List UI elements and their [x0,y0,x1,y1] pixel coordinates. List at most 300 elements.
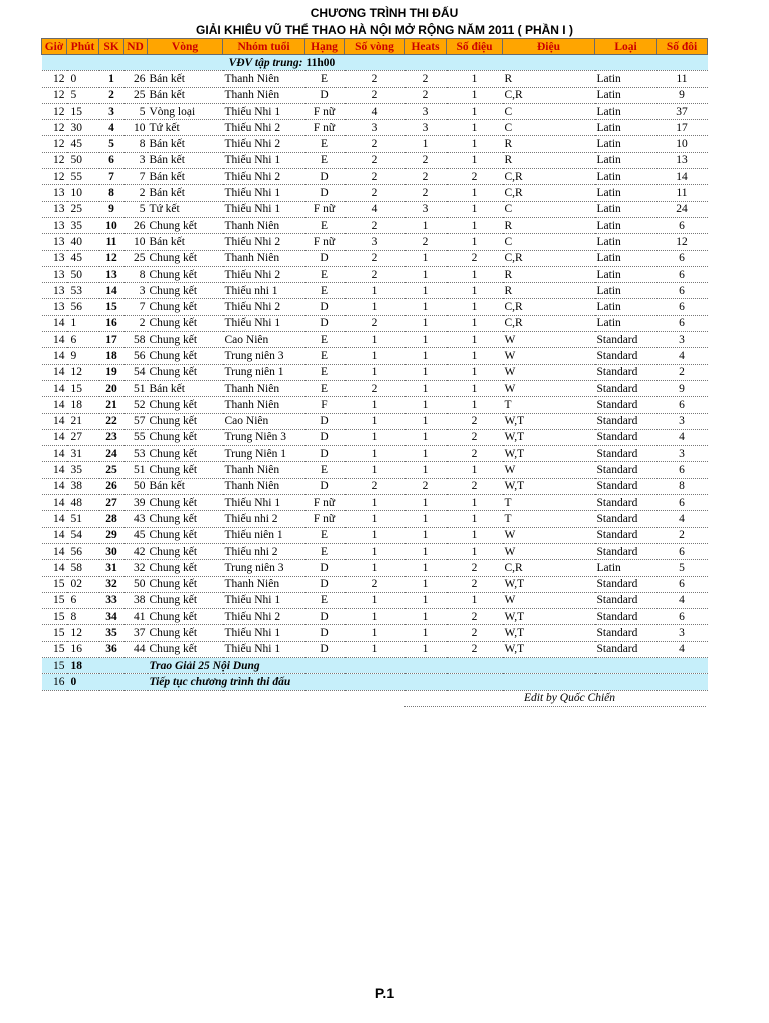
cell-gio: 13 [42,234,67,250]
cell-vong: Bán kết [148,169,223,185]
cell-gio: 12 [42,169,67,185]
cell-so-vong: 1 [345,348,405,364]
table-row [42,201,708,217]
cell-nhom-tuoi: Thiếu Nhi 1 [223,592,305,608]
cell-nhom-tuoi: Thiếu Nhi 1 [223,495,305,511]
cell-sk: 34 [99,609,124,625]
table-row [42,609,708,625]
cell-heats: 1 [405,397,447,413]
cell-heats: 1 [405,609,447,625]
cell-gio: 13 [42,266,67,282]
cell-phut: 51 [67,511,99,527]
cell-heats: 1 [405,380,447,396]
cell-sk: 5 [99,136,124,152]
table-row [42,332,708,348]
cell-gio: 13 [42,185,67,201]
cell-gio: 13 [42,250,67,266]
cell-so-vong: 4 [345,103,405,119]
cell-hang: F nữ [305,511,345,527]
cell-loai: Standard [595,348,657,364]
cell-dieu: W,T [503,446,595,462]
header-heats: Heats [405,39,447,55]
cell-so-vong: 1 [345,446,405,462]
cell-gio: 14 [42,478,67,494]
cell-sk: 15 [99,299,124,315]
cell-nhom-tuoi: Trung niên 3 [223,560,305,576]
schedule-table [41,38,708,691]
cell-sk: 16 [99,315,124,331]
cell-so-dieu: 2 [447,478,503,494]
cell-so-dieu: 1 [447,87,503,103]
cell-so-vong: 2 [345,169,405,185]
cell-so-doi: 6 [657,299,708,315]
cell-heats: 1 [405,462,447,478]
cell-gio: 14 [42,315,67,331]
cell-nhom-tuoi: Thiếu Nhi 2 [223,120,305,136]
cell-hang: F nữ [305,103,345,119]
cell-hang: D [305,609,345,625]
table-row [42,560,708,576]
cell-so-vong: 1 [345,560,405,576]
cell-heats: 2 [405,478,447,494]
table-row [42,413,708,429]
cell-so-doi: 6 [657,217,708,233]
cell-so-dieu: 2 [447,446,503,462]
cell-so-doi: 10 [657,136,708,152]
cell-hang: F nữ [305,234,345,250]
cell-nd: 3 [124,283,148,299]
cell-nhom-tuoi: Thiếu nhi 2 [223,511,305,527]
cell-loai: Latin [595,136,657,152]
table-row [42,169,708,185]
cell-hang: D [305,250,345,266]
cell-phut: 56 [67,543,99,559]
cell-phut: 38 [67,478,99,494]
cell-so-doi: 11 [657,71,708,87]
cell-dieu: W [503,543,595,559]
edit-credit: Edit by Quốc Chiến [404,692,706,707]
table-row [42,348,708,364]
cell-nhom-tuoi: Thanh Niên [223,217,305,233]
cell-so-dieu: 1 [447,136,503,152]
table-row [42,136,708,152]
table-row [42,120,708,136]
cell-hang: D [305,641,345,657]
cell-so-dieu: 1 [447,397,503,413]
cell-heats: 1 [405,527,447,543]
cell-gio: 12 [42,152,67,168]
cell-so-doi: 6 [657,250,708,266]
table-header-row [42,39,708,55]
cell-loai: Latin [595,283,657,299]
cell-dieu: C,R [503,185,595,201]
cell-vong: Chung kết [148,315,223,331]
cell-sk: 8 [99,185,124,201]
cell-vong: Chung kết [148,543,223,559]
cell-nhom-tuoi: Thiếu nhi 1 [223,283,305,299]
footer-row [42,657,708,673]
cell-heats: 2 [405,234,447,250]
cell-phut: 0 [67,71,99,87]
cell-phut: 6 [67,332,99,348]
cell-heats: 1 [405,511,447,527]
cell-hang: E [305,527,345,543]
cell-phut: 10 [67,185,99,201]
cell-sk: 18 [99,348,124,364]
cell-sk: 6 [99,152,124,168]
cell-gio: 12 [42,103,67,119]
footer-note: Trao Giải 25 Nội Dung [148,657,708,673]
cell-heats: 1 [405,495,447,511]
cell-nhom-tuoi: Thiếu Nhi 1 [223,315,305,331]
cell-gio: 14 [42,397,67,413]
cell-nd: 5 [124,201,148,217]
cell-dieu: T [503,397,595,413]
cell-heats: 1 [405,348,447,364]
cell-gio: 12 [42,71,67,87]
cell-vong: Bán kết [148,234,223,250]
cell-gio: 13 [42,217,67,233]
cell-heats: 1 [405,283,447,299]
cell-hang: E [305,543,345,559]
cell-so-doi: 9 [657,87,708,103]
table-row [42,429,708,445]
cell-loai: Latin [595,71,657,87]
cell-dieu: W,T [503,576,595,592]
cell-nd: 2 [124,315,148,331]
table-row [42,152,708,168]
table-row [42,266,708,282]
cell-nhom-tuoi: Thiếu nhi 2 [223,543,305,559]
cell-so-dieu: 2 [447,169,503,185]
cell-so-doi: 5 [657,560,708,576]
cell-vong: Chung kết [148,446,223,462]
cell-phut: 31 [67,446,99,462]
cell-so-doi: 3 [657,446,708,462]
cell-loai: Latin [595,152,657,168]
cell-vong: Chung kết [148,576,223,592]
cell-loai: Standard [595,413,657,429]
cell-dieu: C [503,103,595,119]
cell-loai: Latin [595,315,657,331]
cell-heats: 1 [405,625,447,641]
cell-gio: 14 [42,380,67,396]
cell-nd: 52 [124,397,148,413]
cell-nhom-tuoi: Thiếu Nhi 2 [223,266,305,282]
cell-hang: D [305,576,345,592]
cell-gio: 13 [42,299,67,315]
cell-phut: 12 [67,625,99,641]
cell-nhom-tuoi: Thanh Niên [223,87,305,103]
cell-sk: 17 [99,332,124,348]
cell-nd: 7 [124,169,148,185]
cell-gio: 15 [42,625,67,641]
cell-so-vong: 1 [345,429,405,445]
cell-nd: 51 [124,380,148,396]
footer-row [42,674,708,690]
cell-heats: 2 [405,152,447,168]
cell-dieu: W,T [503,625,595,641]
cell-nhom-tuoi: Thiếu Nhi 2 [223,234,305,250]
cell-nd: 44 [124,641,148,657]
cell-sk: 29 [99,527,124,543]
cell-heats: 3 [405,120,447,136]
cell-so-doi: 24 [657,201,708,217]
cell-gio: 14 [42,446,67,462]
cell-loai: Standard [595,380,657,396]
cell-so-dieu: 1 [447,185,503,201]
cell-hang: E [305,71,345,87]
cell-so-dieu: 1 [447,283,503,299]
table-row [42,283,708,299]
cell-gio: 12 [42,87,67,103]
header-loai: Loại [595,39,657,55]
cell-sk: 19 [99,364,124,380]
cell-nd: 25 [124,87,148,103]
cell-so-doi: 13 [657,152,708,168]
cell-so-vong: 3 [345,234,405,250]
cell-nd: 8 [124,136,148,152]
header-so-vong: Số vòng [345,39,405,55]
cell-vong: Chung kết [148,413,223,429]
cell-dieu: C,R [503,315,595,331]
cell-nhom-tuoi: Thiếu Nhi 2 [223,609,305,625]
cell-phut: 50 [67,152,99,168]
cell-loai: Standard [595,576,657,592]
cell-nhom-tuoi: Thiếu Nhi 1 [223,152,305,168]
cell-sk: 22 [99,413,124,429]
cell-so-dieu: 1 [447,71,503,87]
cell-so-vong: 1 [345,413,405,429]
table-row [42,71,708,87]
cell-dieu: W [503,348,595,364]
cell-so-doi: 6 [657,495,708,511]
cell-nhom-tuoi: Thiếu Nhi 2 [223,169,305,185]
cell-hang: E [305,348,345,364]
table-row [42,364,708,380]
cell-loai: Latin [595,234,657,250]
cell-so-doi: 9 [657,380,708,396]
cell-heats: 2 [405,87,447,103]
cell-so-vong: 2 [345,136,405,152]
cell-vong: Chung kết [148,511,223,527]
cell-vong: Chung kết [148,283,223,299]
cell-so-dieu: 1 [447,511,503,527]
cell-gio: 14 [42,543,67,559]
cell-nd: 50 [124,576,148,592]
cell-vong: Chung kết [148,609,223,625]
cell-loai: Standard [595,478,657,494]
cell-so-dieu: 2 [447,576,503,592]
cell-hang: D [305,87,345,103]
cell-sk: 25 [99,462,124,478]
cell-so-vong: 1 [345,462,405,478]
cell-nhom-tuoi: Cao Niên [223,413,305,429]
cell-gio: 14 [42,495,67,511]
cell-heats: 1 [405,446,447,462]
cell-vong: Chung kết [148,348,223,364]
footer-spacer [99,674,148,690]
table-row [42,592,708,608]
cell-so-doi: 6 [657,266,708,282]
cell-so-vong: 1 [345,543,405,559]
header-so-dieu: Số điệu [447,39,503,55]
cell-phut: 35 [67,217,99,233]
cell-loai: Standard [595,397,657,413]
cell-so-dieu: 1 [447,201,503,217]
cell-gio: 15 [42,592,67,608]
cell-vong: Chung kết [148,495,223,511]
cell-so-doi: 17 [657,120,708,136]
cell-phut: 5 [67,87,99,103]
table-row [42,446,708,462]
cell-phut: 30 [67,120,99,136]
cell-vong: Chung kết [148,592,223,608]
cell-phut: 27 [67,429,99,445]
cell-nd: 53 [124,446,148,462]
cell-loai: Latin [595,201,657,217]
cell-sk: 30 [99,543,124,559]
cell-sk: 32 [99,576,124,592]
cell-phut: 58 [67,560,99,576]
cell-so-dieu: 1 [447,152,503,168]
cell-sk: 12 [99,250,124,266]
cell-heats: 1 [405,560,447,576]
cell-so-dieu: 2 [447,413,503,429]
cell-dieu: W [503,380,595,396]
cell-vong: Chung kết [148,332,223,348]
cell-loai: Latin [595,103,657,119]
cell-heats: 3 [405,103,447,119]
cell-so-doi: 6 [657,543,708,559]
cell-phut: 55 [67,169,99,185]
cell-phut: 54 [67,527,99,543]
cell-loai: Standard [595,332,657,348]
cell-so-dieu: 1 [447,103,503,119]
table-row [42,511,708,527]
cell-nd: 56 [124,348,148,364]
cell-sk: 7 [99,169,124,185]
cell-so-vong: 2 [345,478,405,494]
cell-sk: 3 [99,103,124,119]
cell-so-doi: 8 [657,478,708,494]
cell-hang: E [305,266,345,282]
cell-heats: 1 [405,576,447,592]
cell-so-dieu: 2 [447,250,503,266]
cell-phut: 25 [67,201,99,217]
cell-so-vong: 1 [345,283,405,299]
cell-loai: Standard [595,446,657,462]
cell-loai: Standard [595,495,657,511]
cell-so-vong: 2 [345,87,405,103]
cell-heats: 1 [405,299,447,315]
table-row [42,462,708,478]
cell-nd: 42 [124,543,148,559]
cell-nd: 38 [124,592,148,608]
cell-dieu: W [503,332,595,348]
cell-nd: 54 [124,364,148,380]
cell-hang: D [305,478,345,494]
cell-vong: Chung kết [148,364,223,380]
cell-sk: 11 [99,234,124,250]
cell-hang: E [305,462,345,478]
cell-so-vong: 1 [345,495,405,511]
cell-so-doi: 4 [657,592,708,608]
cell-so-vong: 1 [345,332,405,348]
cell-so-doi: 3 [657,625,708,641]
cell-gio: 14 [42,413,67,429]
cell-phut: 15 [67,380,99,396]
cell-dieu: W,T [503,413,595,429]
header-dieu: Điệu [503,39,595,55]
header-sk: SK [99,39,124,55]
cell-nd: 32 [124,560,148,576]
cell-phut: 16 [67,641,99,657]
cell-sk: 10 [99,217,124,233]
cell-vong: Vòng loại [148,103,223,119]
cell-so-doi: 6 [657,397,708,413]
cell-gio: 14 [42,364,67,380]
cell-nhom-tuoi: Trung Niên 1 [223,446,305,462]
cell-sk: 1 [99,71,124,87]
cell-nd: 55 [124,429,148,445]
cell-loai: Latin [595,560,657,576]
cell-sk: 13 [99,266,124,282]
cell-vong: Bán kết [148,87,223,103]
cell-nhom-tuoi: Thiếu Nhi 1 [223,625,305,641]
cell-nd: 39 [124,495,148,511]
cell-hang: D [305,185,345,201]
cell-so-dieu: 1 [447,364,503,380]
cell-nd: 5 [124,103,148,119]
cell-hang: E [305,364,345,380]
cell-vong: Bán kết [148,136,223,152]
cell-vong: Bán kết [148,478,223,494]
assembly-row [42,55,708,71]
cell-gio: 15 [42,576,67,592]
cell-nhom-tuoi: Thanh Niên [223,71,305,87]
cell-so-dieu: 1 [447,380,503,396]
cell-vong: Tứ kết [148,120,223,136]
table-row [42,103,708,119]
cell-nd: 51 [124,462,148,478]
table-row [42,397,708,413]
footer-note: Tiếp tục chương trình thi đấu [148,674,708,690]
table-row [42,495,708,511]
cell-sk: 35 [99,625,124,641]
cell-phut: 8 [67,609,99,625]
cell-hang: D [305,560,345,576]
cell-dieu: C [503,234,595,250]
cell-vong: Chung kết [148,299,223,315]
cell-so-doi: 2 [657,527,708,543]
table-row [42,478,708,494]
cell-so-dieu: 2 [447,429,503,445]
table-row [42,315,708,331]
cell-nhom-tuoi: Thanh Niên [223,576,305,592]
cell-dieu: C,R [503,169,595,185]
cell-nhom-tuoi: Thanh Niên [223,478,305,494]
cell-heats: 1 [405,250,447,266]
cell-nd: 10 [124,120,148,136]
cell-hang: F nữ [305,495,345,511]
cell-loai: Latin [595,299,657,315]
cell-loai: Standard [595,609,657,625]
cell-vong: Chung kết [148,625,223,641]
cell-vong: Chung kết [148,429,223,445]
cell-nd: 10 [124,234,148,250]
cell-so-doi: 4 [657,348,708,364]
